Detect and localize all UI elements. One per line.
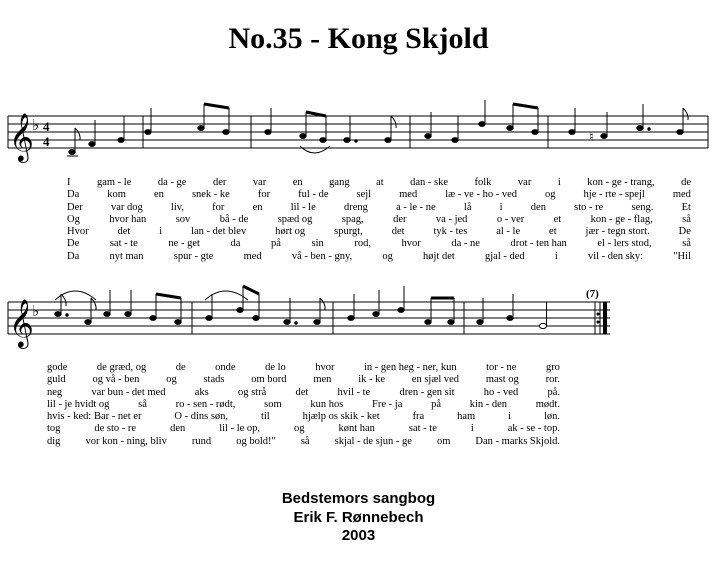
treble-clef-icon: 𝄞 [9, 298, 34, 347]
treble-clef-icon: 𝄞 [9, 112, 34, 161]
notes-system-2 [55, 286, 547, 329]
lyric-line: Der var dog liv, for en lil - le dreng a - le - ne lå i den sto - re seng. Et [67, 201, 691, 213]
lyrics-system-2 [47, 362, 560, 448]
lyric-line: dig vor kon - ning, bliv rund og bold!" så skjal - de sjun - ge om Dan - marks Skjold. [47, 435, 560, 447]
lyric-line: Da nyt man spur - gte med vå - ben - gny, og højt det gjal - ded i vil - den sky: "Hil [67, 250, 691, 262]
year: 2003 [341, 527, 376, 544]
lyric-line: I gam - le da - ge der var en gang at dan - ske folk var i kon - ge - trang, de [67, 177, 691, 188]
lyric-line: hvis - ked: Bar - net er O - dins søn, til hjælp os skik - ket fra ham i løn. [47, 411, 560, 423]
lyric-line: Da kom en snek - ke for ful - de sejl med læ - ve - ho - ved og hje - rte - spejl med [67, 189, 691, 201]
lyric-line: tog de sto - re den lil - le op, og kønt han sat - te i ak - se - top. [47, 423, 560, 435]
lyric-line: De sat - te ne - get da på sin rod, hvor da - ne drot - ten han el - lers stod, så [67, 238, 691, 250]
staff-system-1 [0, 108, 717, 168]
lyric-line: guld og vå - ben og stads om bord men ik - ke en sjæl ved mast og ror. [47, 374, 560, 386]
time-signature: 4 [43, 119, 50, 134]
lyrics-system-1 [67, 177, 691, 263]
lyric-line: gode de græd, og de onde de lo hvor in - gen heg - ner, kun tor - ne gro [47, 362, 560, 373]
songbook-title: Bedstemors sangbog [281, 490, 436, 507]
measure-number: (7) [586, 288, 599, 300]
lyric-line: lil - je hvidt og så ro - sen - rødt, som kun hos Fre - ja på kin - den mødt. [47, 398, 560, 410]
svg-text:4: 4 [43, 134, 50, 149]
author: Erik F. Rønnebech [293, 508, 424, 526]
song-title: No.35 - Kong Skjold [228, 22, 489, 55]
lyric-line: neg var bun - det med aks og strå det hvil - te dren - gen sit ho - ved på. [47, 386, 560, 398]
flat-icon: ♭ [32, 302, 40, 320]
flat-icon: ♭ [32, 116, 40, 134]
lyric-line: Hvor det i lan - det blev hørt og spurgt, det tyk - tes al - le et jær - tegn stort. De [67, 226, 691, 238]
lyric-line: Og hvor han sov bå - de spæd og spag, der va - jed o - ver et kon - ge - flag, så [67, 213, 691, 225]
staff-system-2 [0, 290, 717, 346]
footer [0, 490, 717, 546]
natural-icon: ♮ [589, 130, 594, 145]
